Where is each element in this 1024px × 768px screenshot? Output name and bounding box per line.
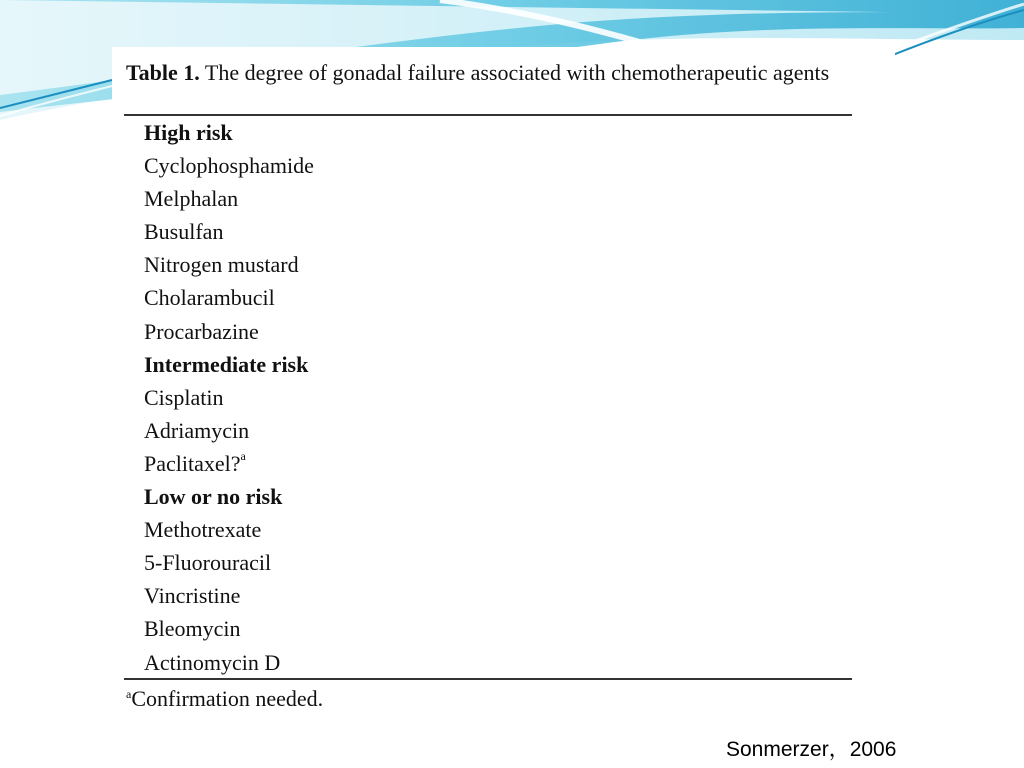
row-text: Low or no risk bbox=[144, 484, 283, 510]
row-text: Intermediate risk bbox=[144, 351, 309, 377]
row-text: High risk bbox=[144, 120, 233, 145]
table-row bbox=[144, 612, 844, 645]
table-row bbox=[144, 315, 844, 348]
table-figure bbox=[112, 47, 895, 723]
row-text: Cisplatin bbox=[144, 384, 224, 410]
citation-text: Sonmerzer，2006 bbox=[726, 738, 897, 761]
row-text: Melphalan bbox=[144, 186, 239, 212]
table-caption-label: Table 1. bbox=[126, 60, 200, 85]
row-text: 5-Fluorouracil bbox=[144, 550, 272, 576]
table-row bbox=[144, 546, 844, 579]
table-row bbox=[144, 116, 844, 149]
table-row bbox=[144, 381, 844, 414]
table-row bbox=[144, 149, 844, 182]
table-row bbox=[144, 447, 844, 480]
table-footnote bbox=[126, 686, 323, 712]
row-text: Bleomycin bbox=[144, 616, 241, 642]
table-row bbox=[144, 348, 844, 381]
table-rows bbox=[144, 116, 844, 679]
row-text: Paclitaxel? bbox=[144, 450, 241, 476]
table-row bbox=[144, 281, 844, 314]
row-text: Procarbazine bbox=[144, 318, 259, 344]
table-caption bbox=[126, 61, 866, 85]
footnote-mark: a bbox=[126, 687, 132, 701]
table-bottom-rule bbox=[124, 678, 852, 680]
table-row bbox=[144, 646, 844, 679]
table-row bbox=[144, 248, 844, 281]
table-caption-text: The degree of gonadal failure associated with chemotherapeutic agents bbox=[199, 60, 830, 85]
footnote-text: Confirmation needed. bbox=[131, 686, 324, 711]
row-text: Methotrexate bbox=[144, 517, 262, 543]
row-text: Adriamycin bbox=[144, 417, 250, 443]
row-text: Vincristine bbox=[144, 583, 241, 609]
table-row bbox=[144, 513, 844, 546]
table-row bbox=[144, 579, 844, 612]
table-row bbox=[144, 480, 844, 513]
row-text: Cholarambucil bbox=[144, 285, 275, 311]
row-text: Nitrogen mustard bbox=[144, 252, 299, 278]
table-row bbox=[144, 182, 844, 215]
row-text: Actinomycin D bbox=[144, 649, 281, 675]
row-text: Busulfan bbox=[144, 219, 224, 245]
row-text: Cyclophosphamide bbox=[144, 153, 314, 179]
table-row bbox=[144, 215, 844, 248]
table-row bbox=[144, 414, 844, 447]
row-footnote-mark: a bbox=[240, 448, 246, 463]
